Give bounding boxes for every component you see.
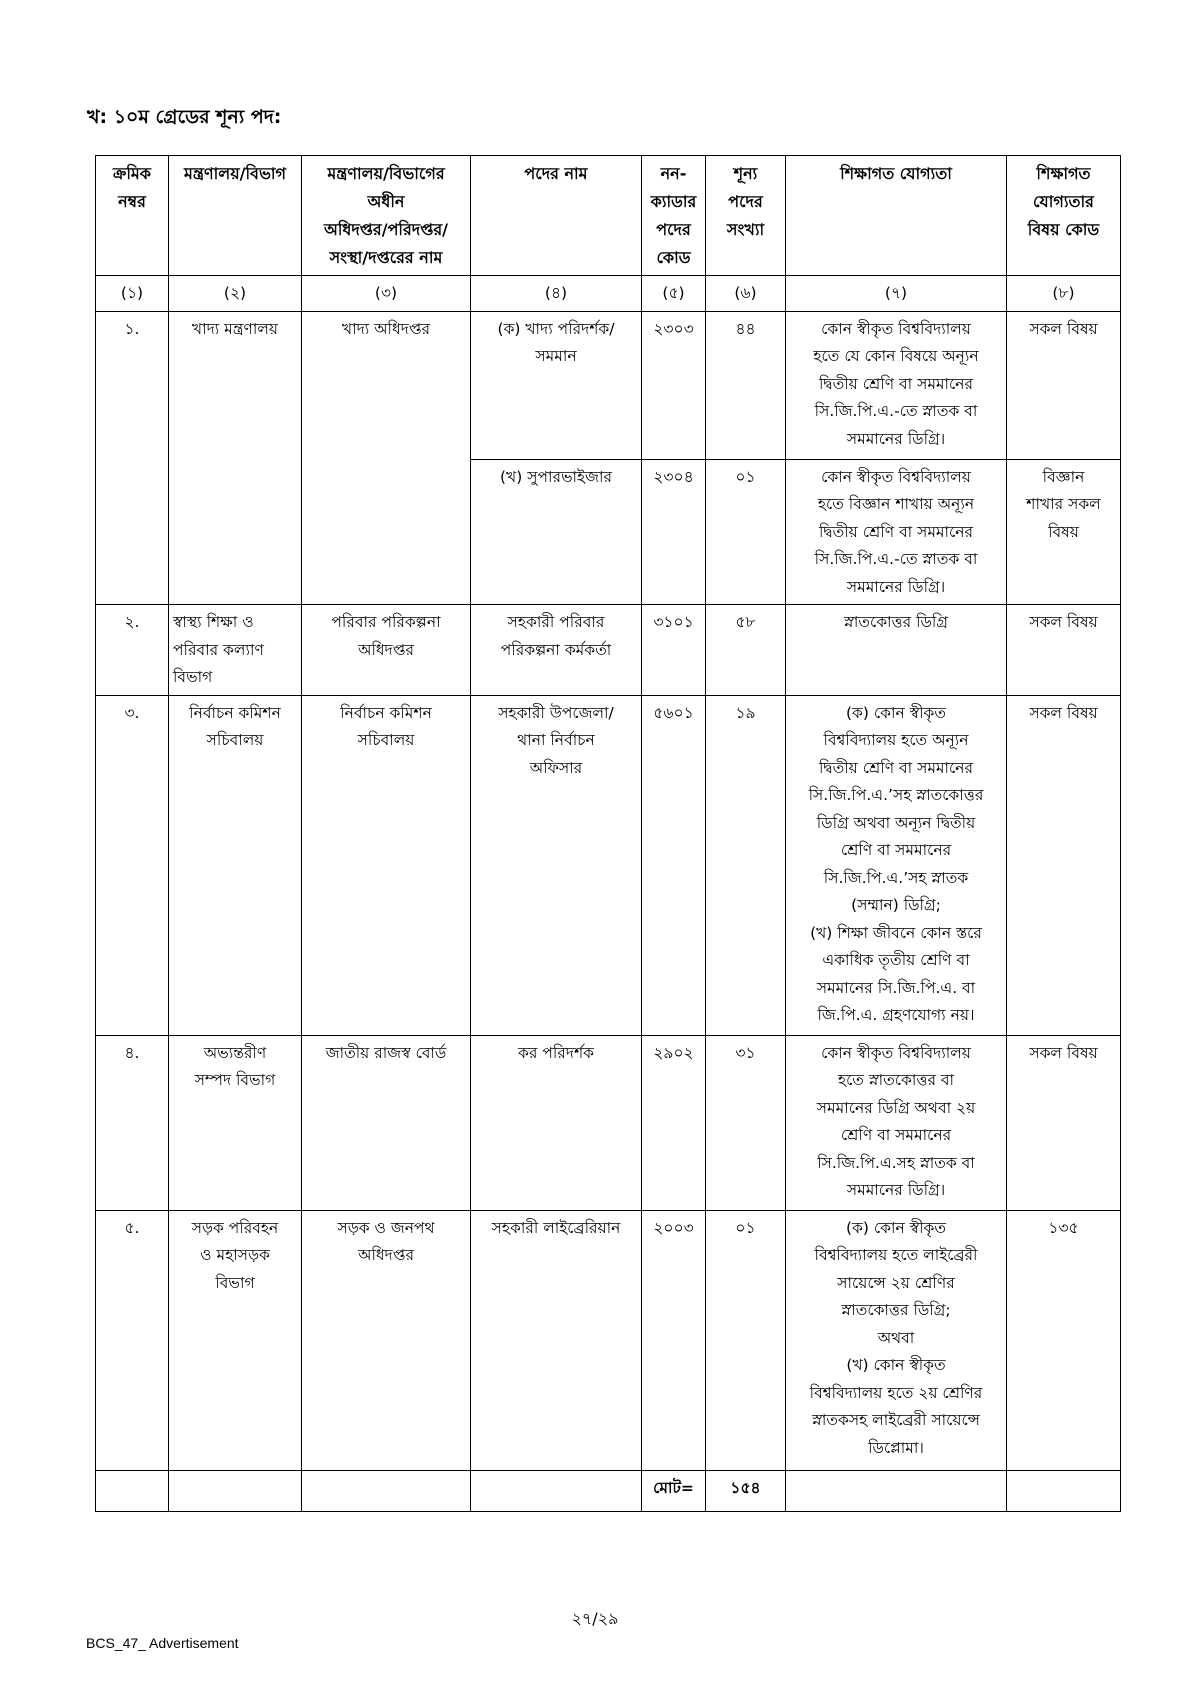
total-row [96,1470,1121,1511]
ministry-cell: অভ্যন্তরীণ সম্পদ বিভাগ [169,1035,302,1210]
column-number: (৪) [471,276,642,312]
subject-code-cell: বিজ্ঞান শাখার সকল বিষয় [1007,459,1121,605]
serial-cell: ৫. [96,1210,169,1470]
post-code-cell: ৩১০১ [642,605,706,696]
column-number: (৭) [786,276,1007,312]
table-row [96,311,1121,459]
total-label: মোট= [642,1470,706,1511]
post-code-cell: ২০০৩ [642,1210,706,1470]
vacancies-cell: ০১ [706,1210,786,1470]
header-post-name: পদের নাম [471,156,642,276]
ministry-cell: নির্বাচন কমিশন সচিবালয় [169,695,302,1035]
empty-cell [302,1470,471,1511]
column-number: (৩) [302,276,471,312]
section-heading: খ: ১০ম গ্রেডের শূন্য পদ: [87,106,282,128]
total-value: ১৫৪ [706,1470,786,1511]
ministry-cell: স্বাস্থ্য শিক্ষা ও পরিবার কল্যাণ বিভাগ [169,605,302,696]
serial-cell: ২. [96,605,169,696]
post-name-cell: (খ) সুপারভাইজার [471,459,642,605]
vacancies-cell: ৪৪ [706,311,786,459]
header-post-code: নন- ক্যাডার পদের কোড [642,156,706,276]
qualification-cell: কোন স্বীকৃত বিশ্ববিদ্যালয় হতে স্নাতকোত্তর বা সমমানের ডিগ্রি অথবা ২য় শ্রেণি বা সমমানের সি.জি.পি.এ.সহ স্নাতক বা সমমানের ডিগ্রি। [786,1035,1007,1210]
post-name-cell: সহকারী উপজেলা/ থানা নির্বাচন অফিসার [471,695,642,1035]
header-qualification: শিক্ষাগত যোগ্যতা [786,156,1007,276]
table-row [96,1035,1121,1210]
post-name-cell: (ক) খাদ্য পরিদর্শক/ সমমান [471,311,642,459]
qualification-cell: স্নাতকোত্তর ডিগ্রি [786,605,1007,696]
qualification-cell: (ক) কোন স্বীকৃত বিশ্ববিদ্যালয় হতে অন্যূন দ্বিতীয় শ্রেণি বা সমমানের সি.জি.পি.এ.’সহ স্নাতকোত্তর ডিগ্রি অথবা অন্যূন দ্বিতীয় শ্রেণি বা সমমানের সি.জি.পি.এ.’সহ স্নাতক (সম্মান) ডিগ্রি; (খ) শিক্ষা জীবনে কোন স্তরে একাধিক তৃতীয় শ্রেণি বা সমমানের সি.জি.পি.এ. বা জি.পি.এ. গ্রহণযোগ্য নয়। [786,695,1007,1035]
post-name-cell: সহকারী পরিবার পরিকল্পনা কর্মকর্তা [471,605,642,696]
serial-cell: ৪. [96,1035,169,1210]
vacancies-cell: ৩১ [706,1035,786,1210]
subject-code-cell: সকল বিষয় [1007,695,1121,1035]
vacancies-cell: ১৯ [706,695,786,1035]
post-name-cell: সহকারী লাইব্রেরিয়ান [471,1210,642,1470]
column-number: (১) [96,276,169,312]
subject-code-cell: সকল বিষয় [1007,1035,1121,1210]
table-row [96,1210,1121,1470]
table-row [96,695,1121,1035]
header-serial: ক্রমিক নম্বর [96,156,169,276]
post-code-cell: ২৩০৩ [642,311,706,459]
header-vacancies: শূন্য পদের সংখ্যা [706,156,786,276]
qualification-cell: (ক) কোন স্বীকৃত বিশ্ববিদ্যালয় হতে লাইব্রেরী সায়েন্সে ২য় শ্রেণির স্নাতকোত্তর ডিগ্রি; অথবা (খ) কোন স্বীকৃত বিশ্ববিদ্যালয় হতে ২য় শ্রেণির স্নাতকসহ লাইব্রেরী সায়েন্সে ডিপ্লোমা। [786,1210,1007,1470]
post-code-cell: ৫৬০১ [642,695,706,1035]
empty-cell [786,1470,1007,1511]
vacancies-cell: ০১ [706,459,786,605]
empty-cell [471,1470,642,1511]
column-number: (৫) [642,276,706,312]
subject-code-cell: সকল বিষয় [1007,311,1121,459]
department-cell: নির্বাচন কমিশন সচিবালয় [302,695,471,1035]
header-subject-code: শিক্ষাগত যোগ্যতার বিষয় কোড [1007,156,1121,276]
ministry-cell: সড়ক পরিবহন ও মহাসড়ক বিভাগ [169,1210,302,1470]
column-number-row [96,276,1121,312]
serial-cell: ৩. [96,695,169,1035]
ministry-cell: খাদ্য মন্ত্রণালয় [169,311,302,605]
qualification-cell: কোন স্বীকৃত বিশ্ববিদ্যালয় হতে বিজ্ঞান শাখায় অন্যূন দ্বিতীয় শ্রেণি বা সমমানের সি.জি.পি.এ.-তে স্নাতক বা সমমানের ডিগ্রি। [786,459,1007,605]
subject-code-cell: ১৩৫ [1007,1210,1121,1470]
column-number: (৮) [1007,276,1121,312]
post-name-cell: কর পরিদর্শক [471,1035,642,1210]
empty-cell [1007,1470,1121,1511]
header-row [96,156,1121,276]
page-number: ২৭/২৯ [571,1609,619,1628]
qualification-cell: কোন স্বীকৃত বিশ্ববিদ্যালয় হতে যে কোন বিষয়ে অন্যূন দ্বিতীয় শ্রেণি বা সমমানের সি.জি.পি.এ.-তে স্নাতক বা সমমানের ডিগ্রি। [786,311,1007,459]
subject-code-cell: সকল বিষয় [1007,605,1121,696]
department-cell: সড়ক ও জনপথ অধিদপ্তর [302,1210,471,1470]
department-cell: খাদ্য অধিদপ্তর [302,311,471,605]
column-number: (৬) [706,276,786,312]
footer-text: BCS_47_ Advertisement [86,1635,239,1651]
department-cell: পরিবার পরিকল্পনা অধিদপ্তর [302,605,471,696]
column-number: (২) [169,276,302,312]
empty-cell [169,1470,302,1511]
header-department: মন্ত্রণালয়/বিভাগের অধীন অধিদপ্তর/পরিদপ্তর/ সংস্থা/দপ্তরের নাম [302,156,471,276]
serial-cell: ১. [96,311,169,605]
post-code-cell: ২৯০২ [642,1035,706,1210]
department-cell: জাতীয় রাজস্ব বোর্ড [302,1035,471,1210]
post-code-cell: ২৩০৪ [642,459,706,605]
vacancies-cell: ৫৮ [706,605,786,696]
vacancy-table [95,155,1121,1512]
empty-cell [96,1470,169,1511]
table-row [96,605,1121,696]
header-ministry: মন্ত্রণালয়/বিভাগ [169,156,302,276]
